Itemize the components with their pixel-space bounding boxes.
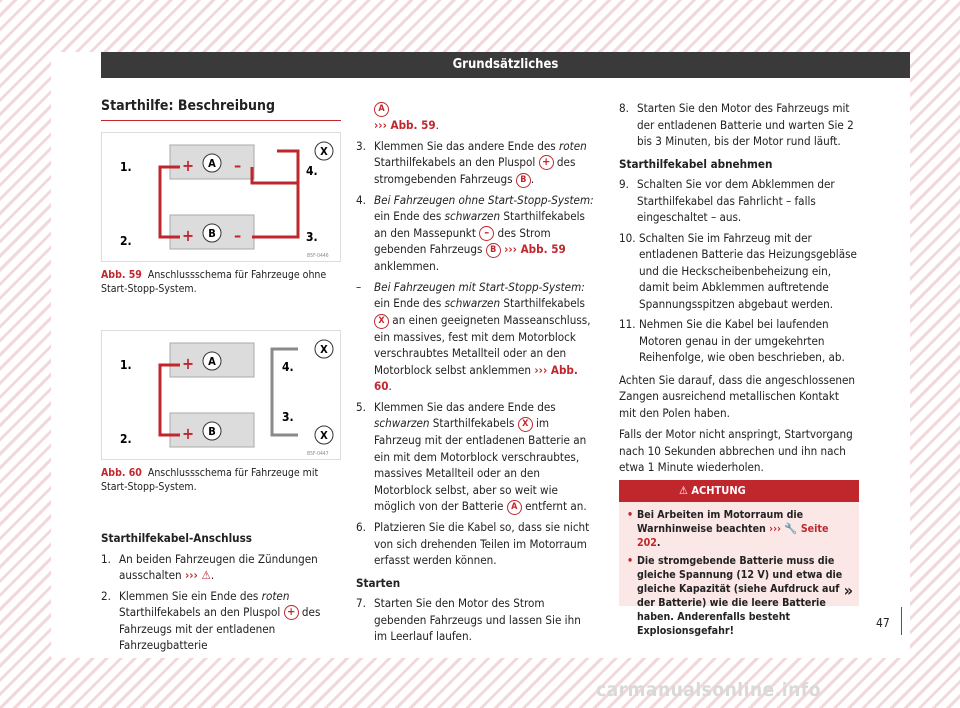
- battery-b-icon: B: [486, 243, 501, 258]
- figure-59-diagram: [101, 132, 341, 262]
- figure-60-caption-text: Anschlussschema für Fahrzeuge mit Start-Stopp-System.: [101, 467, 319, 493]
- warning-header: [619, 480, 859, 502]
- step-2-figure-ref[interactable]: ››› Abb. 59: [374, 118, 436, 132]
- plus-a: +: [182, 156, 195, 175]
- page-number: 47: [876, 616, 890, 630]
- label-x-bottom: X: [320, 429, 328, 442]
- step-8: [619, 100, 859, 150]
- subhead-starten: Starten: [356, 575, 401, 590]
- subhead-abnehmen: Starthilfekabel abnehmen: [619, 156, 773, 171]
- chapter-header: Grundsätzliches: [101, 52, 910, 78]
- wiring-diagram-59: [102, 133, 340, 261]
- step-5-text-b: Starthilfekabels: [429, 416, 518, 430]
- step-2-text-a: Klemmen Sie ein Ende des: [119, 588, 262, 603]
- step-4-alt-text-c: Starthilfekabels: [500, 296, 585, 310]
- warning-item-1-end: .: [656, 537, 661, 549]
- label-a: A: [208, 157, 216, 170]
- step-10-text: Schalten Sie im Fahrzeug mit der entladenen Batterie das Heizungsgebläse und die Heckscheibenbeheizung ein, damit beim Abklemmen auftretende Spannungsspitzen abgebaut werden.: [639, 230, 857, 311]
- step-4-number: 4.: [356, 192, 366, 207]
- step-4-schwarzen: schwarzen: [444, 209, 501, 223]
- step-4-text-b: ein Ende des: [374, 209, 445, 223]
- step-2-continued: A ››› Abb. 59.: [374, 104, 439, 132]
- step-4-alt-schwarzen: schwarzen: [444, 296, 501, 310]
- plus-pole-icon: +: [284, 605, 299, 620]
- label-a: A: [208, 355, 216, 368]
- step-5-text-d: entfernt an.: [521, 499, 587, 513]
- step-4-alt-condition: Bei Fahrzeugen mit Start-Stopp-System:: [374, 279, 585, 294]
- label-b: B: [208, 425, 216, 438]
- warning-item-1-text: Bei Arbeiten im Motorraum die Warnhinweise beachten: [637, 509, 804, 535]
- figure-59-number: Abb. 59: [101, 269, 142, 281]
- minus-pole-icon: –: [479, 226, 494, 241]
- column-1: [101, 524, 341, 658]
- step-9-number: 9.: [619, 177, 629, 191]
- step-5-text-c: im Fahrzeug mit der entladenen Batterie an ein mit dem Motorblock verschraubtes, massives Metallteil oder an den Motorblock selbst, aber so weit wie möglich von der Batterie: [374, 416, 587, 513]
- warning-item-1: [627, 508, 851, 550]
- warning-title: ACHTUNG: [691, 484, 746, 497]
- step-4-condition: Bei Fahrzeugen ohne Start-Stopp-System:: [374, 192, 594, 207]
- figure-59-caption-text: Anschlussschema für Fahrzeuge ohne Start-Stopp-System.: [101, 269, 327, 295]
- step-6-number: 6.: [356, 520, 366, 534]
- step-8-text: Starten Sie den Motor des Fahrzeugs mit der entladenen Batterie und warten Sie 2 bis 3 Minuten, bis der Motor rund läuft.: [637, 101, 854, 148]
- page-number-rule: [901, 607, 902, 635]
- warning-item-2-text: Die stromgebende Batterie muss die gleiche Spannung (12 V) und etwa die gleiche Kapazität (siehe Aufdruck auf der Batterie) wie die leere Batterie haben. Anderenfalls besteht Explosionsgefahr!: [637, 555, 843, 637]
- figure-60-number: Abb. 60: [101, 467, 142, 479]
- step-5-number: 5.: [356, 399, 366, 414]
- step-11-number: 11.: [619, 317, 636, 331]
- step-8-number: 8.: [619, 101, 629, 115]
- step-2-number: 2.: [101, 588, 111, 603]
- step-3-text-b: Starthilfekabels an den Pluspol: [374, 155, 539, 169]
- car-warning-icon: 🔧: [784, 523, 798, 535]
- figure-60-caption: [101, 466, 341, 494]
- step-4-figure-ref[interactable]: ››› Abb. 59: [504, 242, 566, 256]
- column-3: [619, 100, 859, 476]
- warning-body: [619, 502, 859, 638]
- step-4-alt: – Bei Fahrzeugen mit Start-Stopp-System: ein Ende des schwarzen Starthilfekabels X an einen geeigneten Masseanschluss, ein massives, fest mit dem Motorblock verschraubtes Metallteil oder an den Motorblock selbst anklemmen ››› Abb. 60.: [356, 279, 591, 393]
- step-2: [101, 588, 341, 654]
- figure-60: [101, 330, 341, 494]
- plus-b: +: [182, 226, 195, 245]
- label-3: 3.: [282, 410, 294, 424]
- warning-item-2: [627, 554, 851, 638]
- step-9-text: Schalten Sie vor dem Abklemmen der Starthilfekabel das Fahrlicht – falls eingeschaltet – aus.: [637, 177, 835, 224]
- wiring-diagram-60: [102, 331, 340, 459]
- step-3-roten: roten: [559, 138, 587, 153]
- step-4-alt-text-d: an einen geeigneten Masseanschluss, ein massives, fest mit dem Motorblock verschraubtes Metallteil oder an den Motorblock selbst anklemmen: [374, 312, 591, 377]
- label-2: 2.: [120, 432, 132, 446]
- label-b: B: [208, 227, 216, 240]
- step-4-text-d: des Strom gebenden Fahrzeugs: [374, 225, 551, 256]
- step-6: [356, 519, 596, 569]
- ref-arrows: ›››: [769, 523, 781, 535]
- minus-a: –: [234, 156, 242, 175]
- continue-arrow-icon: »: [843, 581, 853, 600]
- minus-b: –: [234, 226, 242, 245]
- step-4: [356, 192, 596, 275]
- step-11: [619, 316, 859, 366]
- warning-triangle-icon: ⚠: [679, 484, 688, 497]
- step-2-text-b: Starthilfekabels an den Pluspol: [119, 605, 284, 619]
- step-3-text-a: Klemmen Sie das andere Ende des: [374, 138, 559, 153]
- paragraph-restart: Falls der Motor nicht anspringt, Startvorgang nach 10 Sekunden abbrechen und ihn nach etwa 1 Minute wiederholen.: [619, 427, 853, 474]
- step-5: [356, 399, 596, 516]
- step-7: [356, 595, 596, 645]
- warning-item-1-page: Seite 202: [637, 523, 829, 549]
- ref-arrows: ›››: [184, 568, 198, 582]
- label-x-top: X: [320, 343, 328, 356]
- warning-triangle-icon: ⚠: [201, 568, 211, 582]
- step-10: [619, 230, 859, 313]
- plus-a: +: [182, 354, 195, 373]
- step-1-ref[interactable]: [185, 568, 211, 582]
- step-3: 3. Klemmen Sie das andere Ende des roten Starthilfekabels an den Pluspol + des stromgebenden Fahrzeugs B .: [356, 138, 587, 186]
- manual-page: [51, 52, 910, 658]
- cable-minus-b: [252, 183, 298, 237]
- section-title: Starthilfe: Beschreibung: [101, 98, 275, 114]
- paragraph-contact: Achten Sie darauf, dass die angeschlossenen Zangen ausreichend metallischen Kontakt mit den Polen haben.: [619, 372, 856, 420]
- plus-b: +: [182, 424, 195, 443]
- step-7-number: 7.: [356, 596, 366, 610]
- step-1-text: An beiden Fahrzeugen die Zündungen ausschalten: [119, 551, 318, 582]
- step-5-schwarzen: schwarzen: [374, 416, 430, 430]
- bullet-icon: •: [627, 555, 634, 567]
- step-5-text-a: Klemmen Sie das andere Ende des: [374, 399, 556, 414]
- figure-59-caption: [101, 268, 341, 296]
- battery-b-icon: B: [516, 173, 531, 188]
- plus-pole-icon: +: [539, 155, 554, 170]
- figure-code: B5F-0446: [307, 253, 329, 259]
- label-3: 3.: [306, 230, 318, 244]
- ground-x-icon: X: [518, 417, 533, 432]
- step-1-number: 1.: [101, 551, 111, 566]
- label-4: 4.: [282, 360, 294, 374]
- step-4-text-c: Starthilfekabels an den Massepunkt: [374, 209, 585, 240]
- step-7-text: Starten Sie den Motor des Strom gebenden Fahrzeugs und lassen Sie ihn im Leerlauf laufen.: [374, 596, 581, 643]
- step-4-alt-dash: –: [356, 279, 362, 294]
- label-4: 4.: [306, 164, 318, 178]
- step-10-number: 10.: [619, 230, 636, 245]
- subhead-anschluss: Starthilfekabel-Anschluss: [101, 531, 253, 545]
- step-1: 1. An beiden Fahrzeugen die Zündungen ausschalten ››› ⚠.: [101, 551, 318, 582]
- step-11-text: Nehmen Sie die Kabel bei laufenden Motoren genau in der umgekehrten Reihenfolge, wie oben beschrieben, ab.: [639, 317, 845, 364]
- column-2: [356, 100, 596, 649]
- watermark: carmanualsonline.info: [596, 679, 821, 701]
- warning-box: [619, 480, 859, 637]
- step-6-text: Platzieren Sie die Kabel so, dass sie nicht von sich drehenden Teilen im Motorraum erfasst werden können.: [374, 520, 590, 567]
- label-x: X: [320, 145, 328, 158]
- step-4-alt-figure-ref[interactable]: ››› Abb. 60: [374, 362, 578, 393]
- step-3-number: 3.: [356, 138, 366, 153]
- step-3-text-c: des stromgebenden Fahrzeugs: [374, 155, 576, 186]
- label-1: 1.: [120, 358, 132, 372]
- battery-a-icon: A: [374, 102, 389, 117]
- step-4-text-e: anklemmen.: [374, 259, 440, 273]
- label-1: 1.: [120, 160, 132, 174]
- step-9: [619, 176, 859, 226]
- figure-code: B5F-0447: [307, 451, 329, 457]
- section-rule: [101, 120, 341, 121]
- step-2-roten: roten: [261, 588, 290, 603]
- bullet-icon: •: [627, 509, 634, 521]
- step-4-alt-text-b: ein Ende des: [374, 296, 445, 310]
- figure-59: [101, 132, 341, 296]
- step-2-text-c: des Fahrzeugs mit der entladenen Fahrzeugbatterie: [119, 605, 321, 652]
- figure-60-diagram: [101, 330, 341, 460]
- black-cable-to-ground: [252, 151, 298, 183]
- battery-a-icon: A: [507, 500, 522, 515]
- ground-x-icon: X: [374, 314, 389, 329]
- label-2: 2.: [120, 234, 132, 248]
